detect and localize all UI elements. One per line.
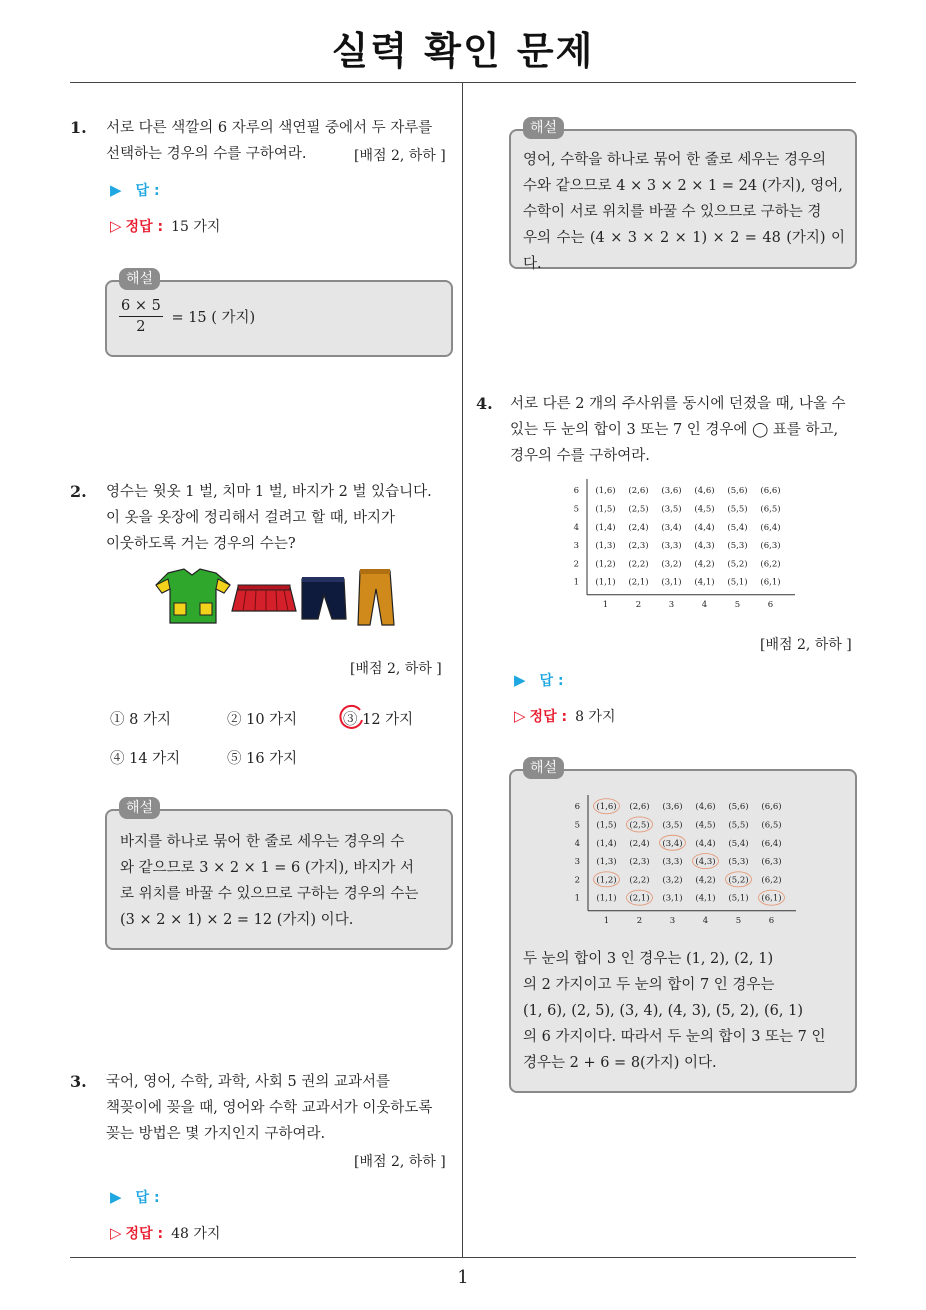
fraction-numerator: 6 × 5 — [119, 296, 163, 317]
fraction-result: = 15 ( 가지) — [171, 310, 256, 326]
solution-line: 수와 같으므로 4 × 3 × 2 × 1 = 24 (가지), 영어, — [523, 178, 843, 194]
grid-cell: (4,6) — [694, 486, 715, 497]
question-3-line: 국어, 영어, 수학, 과학, 사회 5 권의 교과서를 — [106, 1074, 391, 1090]
grid-cell: (5,6) — [727, 486, 748, 497]
grid-cell: (5,1) — [728, 893, 749, 904]
solution-line: (1, 6), (2, 5), (3, 4), (4, 3), (5, 2), (6, 1) — [523, 1003, 803, 1019]
solution-line: 두 눈의 합이 3 인 경우는 (1, 2), (2, 1) — [523, 951, 774, 967]
question-4-correct-row — [514, 706, 615, 726]
choice-2[interactable]: ② 10 가지 — [227, 712, 298, 728]
grid-cell: (5,4) — [728, 838, 749, 849]
grid-cell: (2,2) — [628, 559, 649, 570]
correct-answer-value: 15 가지 — [171, 219, 221, 235]
grid-cell: (4,3) — [694, 541, 715, 552]
choice-1[interactable]: ① 8 가지 — [110, 712, 171, 728]
question-1-answer-row — [110, 180, 160, 200]
question-2-line: 이 옷을 옷장에 정리해서 걸려고 할 때, 바지가 — [106, 510, 395, 526]
grid-cell: (3,3) — [662, 857, 683, 868]
grid-cell: (1,5) — [595, 504, 616, 515]
grid-cell: (2,6) — [628, 486, 649, 497]
question-1-correct-row — [110, 216, 220, 236]
grid-cell: (4,6) — [695, 802, 716, 813]
grid-col-label: 2 — [636, 915, 643, 925]
grid-cell: (3,4) — [662, 838, 683, 849]
grid-cell: (2,5) — [628, 504, 649, 515]
grid-cell: (3,4) — [661, 522, 682, 533]
grid-row-label: 6 — [573, 486, 579, 497]
grid-cell: (2,4) — [629, 838, 650, 849]
question-4-text — [510, 391, 862, 469]
grid-cell: (4,1) — [694, 577, 715, 588]
grid-cell: (5,4) — [727, 522, 748, 533]
pants-icon — [302, 577, 346, 619]
grid-cell: (2,2) — [629, 875, 650, 886]
grid-col-label: 5 — [734, 599, 741, 609]
grid-col-label: 6 — [767, 599, 774, 609]
question-3-score: [배점 2, 하하 ] — [354, 1154, 446, 1170]
grid-cell: (1,3) — [595, 541, 616, 552]
top-divider — [70, 82, 856, 83]
grid-col-label: 4 — [701, 599, 708, 609]
solution-line: 와 같으므로 3 × 2 × 1 = 6 (가지), 바지가 서 — [120, 860, 415, 876]
grid-row-label: 3 — [574, 857, 580, 868]
question-1-solution-box — [105, 280, 453, 357]
dice-outcome-grid — [565, 477, 795, 609]
play-icon: ▶ — [514, 671, 526, 689]
question-4-solution-box — [509, 769, 857, 1093]
shirt-icon — [156, 569, 230, 623]
page-title: 실력 확인 문제 — [331, 29, 595, 73]
grid-cell: (1,6) — [596, 802, 617, 813]
question-1-score: [배점 2, 하하 ] — [354, 148, 446, 164]
grid-row-label: 4 — [574, 838, 580, 849]
grid-cell: (2,1) — [628, 577, 649, 588]
grid-cell: (3,2) — [661, 559, 682, 570]
grid-col-label: 4 — [702, 915, 709, 925]
question-4-score: [배점 2, 하하 ] — [760, 637, 852, 653]
answer-label: 답 : — [135, 1190, 160, 1206]
grid-cell: (5,5) — [727, 504, 748, 515]
solution-line: 의 2 가지이고 두 눈의 합이 7 인 경우는 — [523, 977, 775, 993]
grid-row-label: 1 — [574, 893, 580, 904]
grid-cell: (3,5) — [661, 504, 682, 515]
triangle-outline-icon: ▷ — [110, 217, 122, 235]
grid-cell: (3,3) — [661, 541, 682, 552]
grid-cell: (2,6) — [629, 802, 650, 813]
question-3-line: 책꽂이에 꽂을 때, 영어와 수학 교과서가 이웃하도록 — [106, 1100, 433, 1116]
grid-cell: (1,2) — [596, 875, 617, 886]
question-4-answer-row — [514, 670, 564, 690]
grid-cell: (1,1) — [596, 893, 617, 904]
question-1-line: 서로 다른 색깔의 6 자루의 색연필 중에서 두 자루를 — [106, 120, 433, 136]
solution-tag: 해설 — [119, 268, 160, 290]
column-divider — [462, 83, 463, 1257]
play-icon: ▶ — [110, 1188, 122, 1206]
grid-cell: (4,4) — [695, 838, 716, 849]
grid-cell: (6,6) — [761, 802, 782, 813]
fraction — [119, 296, 163, 337]
grid-row-label: 3 — [573, 541, 579, 552]
grid-cell: (6,1) — [761, 893, 782, 904]
skirt-icon — [232, 585, 296, 611]
grid-cell: (2,5) — [629, 820, 650, 831]
grid-col-label: 6 — [768, 915, 775, 925]
grid-cell: (6,2) — [761, 875, 782, 886]
grid-cell: (6,6) — [760, 486, 781, 497]
solution-line: 바지를 하나로 묶어 한 줄로 세우는 경우의 수 — [120, 834, 405, 850]
dice-outcome-grid-circled — [566, 793, 796, 925]
grid-cell: (6,4) — [761, 838, 782, 849]
grid-row-label: 4 — [573, 522, 579, 533]
grid-col-label: 3 — [668, 599, 675, 609]
solution-tag: 해설 — [119, 797, 160, 819]
grid-cell: (4,2) — [695, 875, 716, 886]
grid-cell: (6,2) — [760, 559, 781, 570]
question-2-solution-box — [105, 809, 453, 950]
solution-line: 우의 수는 (4 × 3 × 2 × 1) × 2 = 48 (가지) 이다. — [523, 230, 845, 272]
grid-cell: (4,3) — [695, 857, 716, 868]
solution-line: 영어, 수학을 하나로 묶어 한 줄로 세우는 경우의 — [523, 152, 827, 168]
answer-label: 답 : — [135, 183, 160, 199]
grid-cell: (4,2) — [694, 559, 715, 570]
grid-cell: (5,2) — [727, 559, 748, 570]
selected-choice-circle-icon — [336, 702, 366, 732]
question-3-solution-box — [509, 129, 857, 272]
grid-cell: (4,5) — [695, 820, 716, 831]
grid-cell: (4,1) — [695, 893, 716, 904]
answer-label: 답 : — [539, 673, 564, 689]
page-number: 1 — [457, 1267, 469, 1288]
grid-row-label: 5 — [574, 820, 580, 831]
grid-cell: (2,1) — [629, 893, 650, 904]
grid-cell: (3,1) — [661, 577, 682, 588]
grid-cell: (4,4) — [694, 522, 715, 533]
grid-cell: (6,3) — [760, 541, 781, 552]
grid-cell: (5,2) — [728, 875, 749, 886]
grid-cell: (5,3) — [728, 857, 749, 868]
correct-answer-value: 8 가지 — [575, 709, 616, 725]
solution-line: 경우는 2 + 6 = 8(가지) 이다. — [523, 1055, 717, 1071]
triangle-outline-icon: ▷ — [514, 707, 526, 725]
question-4-number: 4. — [476, 394, 493, 413]
grid-cell: (3,6) — [662, 802, 683, 813]
choice-4[interactable]: ④ 14 가지 — [110, 751, 181, 767]
solution-line: 의 6 가지이다. 따라서 두 눈의 합이 3 또는 7 인 — [523, 1029, 826, 1045]
grid-cell: (1,3) — [596, 857, 617, 868]
question-2-solution — [120, 829, 440, 933]
grid-cell: (2,4) — [628, 522, 649, 533]
grid-cell: (1,4) — [596, 838, 617, 849]
grid-cell: (3,1) — [662, 893, 683, 904]
grid-cell: (3,6) — [661, 486, 682, 497]
question-4-line: 경우의 수를 구하여라. — [510, 448, 650, 464]
choice-3[interactable]: ③ 12 가지 — [343, 712, 414, 728]
solution-tag: 해설 — [523, 117, 564, 139]
grid-row-label: 1 — [573, 577, 579, 588]
grid-cell: (1,4) — [595, 522, 616, 533]
choice-5[interactable]: ⑤ 16 가지 — [227, 751, 298, 767]
grid-cell: (3,2) — [662, 875, 683, 886]
fraction-denominator: 2 — [136, 319, 146, 335]
grid-cell: (6,5) — [761, 820, 782, 831]
grid-cell: (1,1) — [595, 577, 616, 588]
grid-col-label: 2 — [635, 599, 642, 609]
grid-cell: (2,3) — [629, 857, 650, 868]
grid-cell: (2,3) — [628, 541, 649, 552]
question-4-solution — [523, 946, 845, 1076]
grid-col-label: 3 — [669, 915, 676, 925]
question-1-line: 선택하는 경우의 수를 구하여라. — [106, 146, 307, 162]
grid-cell: (1,6) — [595, 486, 616, 497]
grid-cell: (6,5) — [760, 504, 781, 515]
correct-answer-value: 48 가지 — [171, 1226, 221, 1242]
question-2-line: 영수는 윗옷 1 벌, 치마 1 벌, 바지가 2 벌 있습니다. — [106, 484, 432, 500]
question-3-solution — [523, 147, 845, 277]
grid-col-label: 1 — [603, 915, 610, 925]
grid-cell: (5,1) — [727, 577, 748, 588]
grid-cell: (5,6) — [728, 802, 749, 813]
question-4-line: 있는 두 눈의 합이 3 또는 7 인 경우에 ◯ 표를 하고, — [510, 422, 839, 438]
question-3-number: 3. — [70, 1072, 87, 1091]
grid-row-label: 5 — [573, 504, 579, 515]
correct-label: 정답 : — [529, 709, 568, 725]
grid-cell: (6,4) — [760, 522, 781, 533]
question-3-line: 꽂는 방법은 몇 가지인지 구하여라. — [106, 1126, 326, 1142]
play-icon: ▶ — [110, 181, 122, 199]
grid-row-label: 6 — [574, 802, 580, 813]
question-2-line: 이웃하도록 거는 경우의 수는? — [106, 536, 296, 552]
solution-line: 수학이 서로 위치를 바꿀 수 있으므로 구하는 경 — [523, 204, 822, 220]
correct-label: 정답 : — [125, 1226, 164, 1242]
solution-line: (3 × 2 × 1) × 2 = 12 (가지) 이다. — [120, 912, 354, 928]
grid-col-label: 1 — [602, 599, 609, 609]
grid-cell: (6,1) — [760, 577, 781, 588]
grid-cell: (1,5) — [596, 820, 617, 831]
grid-cell: (3,5) — [662, 820, 683, 831]
question-2-text — [106, 479, 456, 557]
question-2-score: [배점 2, 하하 ] — [350, 661, 442, 677]
pants-icon — [358, 569, 394, 625]
grid-row-label: 2 — [573, 559, 579, 570]
grid-cell: (5,3) — [727, 541, 748, 552]
question-3-correct-row — [110, 1223, 220, 1243]
clothes-illustration — [150, 565, 400, 630]
question-3-text — [106, 1069, 456, 1147]
correct-label: 정답 : — [125, 219, 164, 235]
question-1-solution — [119, 296, 255, 337]
solution-tag: 해설 — [523, 757, 564, 779]
grid-col-label: 5 — [735, 915, 742, 925]
grid-cell: (1,2) — [595, 559, 616, 570]
solution-line: 로 위치를 바꿀 수 있으므로 구하는 경우의 수는 — [120, 886, 419, 902]
question-2-number: 2. — [70, 482, 87, 501]
triangle-outline-icon: ▷ — [110, 1224, 122, 1242]
grid-row-label: 2 — [574, 875, 580, 886]
grid-cell: (6,3) — [761, 857, 782, 868]
grid-cell: (5,5) — [728, 820, 749, 831]
bottom-divider — [70, 1257, 856, 1258]
grid-cell: (4,5) — [694, 504, 715, 515]
question-4-line: 서로 다른 2 개의 주사위를 동시에 던졌을 때, 나올 수 — [510, 396, 846, 412]
question-1-number: 1. — [70, 118, 87, 137]
question-3-answer-row — [110, 1187, 160, 1207]
